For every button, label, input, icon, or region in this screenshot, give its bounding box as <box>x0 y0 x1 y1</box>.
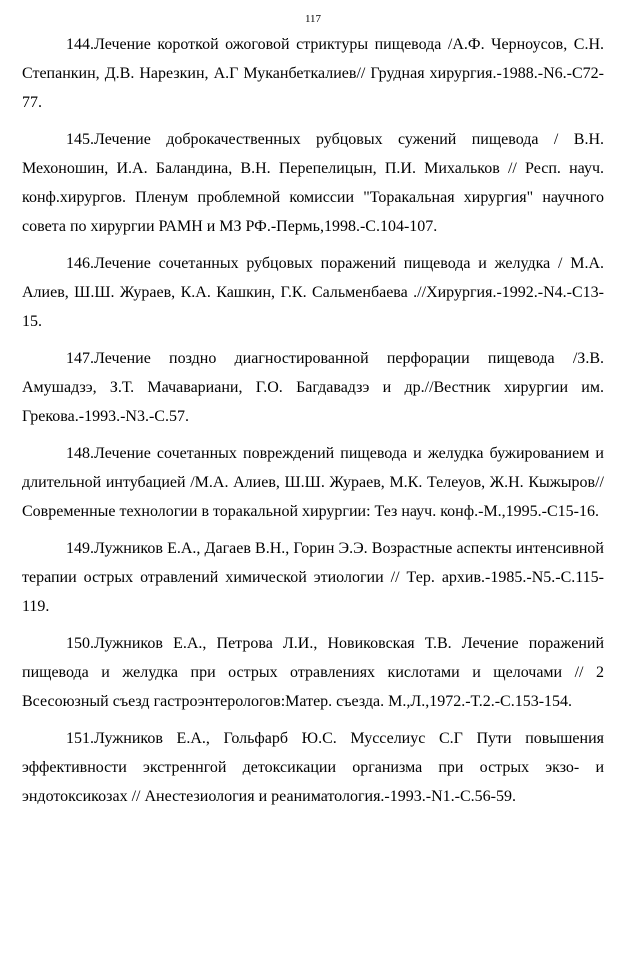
reference-item-145: 145.Лечение доброкачественных рубцовых сужений пищевода / В.Н. Мехоношин, И.А. Баландина, В.Н. Перепелицын, П.И. Михальков // Респ. науч. конф.хирургов. Пленум проблемной комиссии "Торакальная хирургия" научного совета по хирургии РАМН и МЗ РФ.-Пермь,1998.-С.104-107. <box>22 131 604 235</box>
page-number: 117 <box>304 13 322 25</box>
reference-item-144: 144.Лечение короткой ожоговой стриктуры пищевода /А.Ф. Черноусов, С.Н. Степанкин, Д.В. Нарезкин, А.Г Муканбеткалиев// Грудная хирургия.-1988.-N6.-С72-77. <box>22 36 604 111</box>
reference-list <box>22 30 604 819</box>
reference-item-150: 150.Лужников Е.А., Петрова Л.И., Новиковская Т.В. Лечение поражений пищевода и желудка при острых отравлениях кислотами и щелочами // 2 Всесоюзный съезд гастроэнтерологов:Матер. съезда. М.,Л.,1972.-Т.2.-С.153-154. <box>22 635 604 710</box>
reference-item-148: 148.Лечение сочетанных повреждений пищевода и желудка бужированием и длительной интубацией /М.А. Алиев, Ш.Ш. Жураев, М.К. Телеуов, Ж.Н. Кыжыров// Современные технологии в торакальной хирургии: Тез науч. конф.-М.,1995.-С15-16. <box>22 445 604 520</box>
reference-item-147: 147.Лечение поздно диагностированной перфорации пищевода /З.В. Амушадзэ, З.Т. Мачавариани, Г.О. Багдавадзэ и др.//Вестник хирургии им. Грекова.-1993.-N3.-С.57. <box>22 350 604 425</box>
reference-item-151: 151.Лужников Е.А., Гольфарб Ю.С. Мусселиус С.Г Пути повышения эффективности экстреннгой детоксикации организма при острых экзо- и эндотоксикозах // Анестезиология и реаниматология.-1993.-N1.-С.56-59. <box>22 730 604 805</box>
reference-item-149: 149.Лужников Е.А., Дагаев В.Н., Горин Э.Э. Возрастные аспекты интенсивной терапии острых отравлений химической этиологии // Тер. архив.-1985.-N5.-С.115-119. <box>22 540 604 615</box>
reference-item-146: 146.Лечение сочетанных рубцовых поражений пищевода и желудка / М.А. Алиев, Ш.Ш. Жураев, К.А. Кашкин, Г.К. Сальменбаева .//Хирургия.-1992.-N4.-С13-15. <box>22 255 604 330</box>
